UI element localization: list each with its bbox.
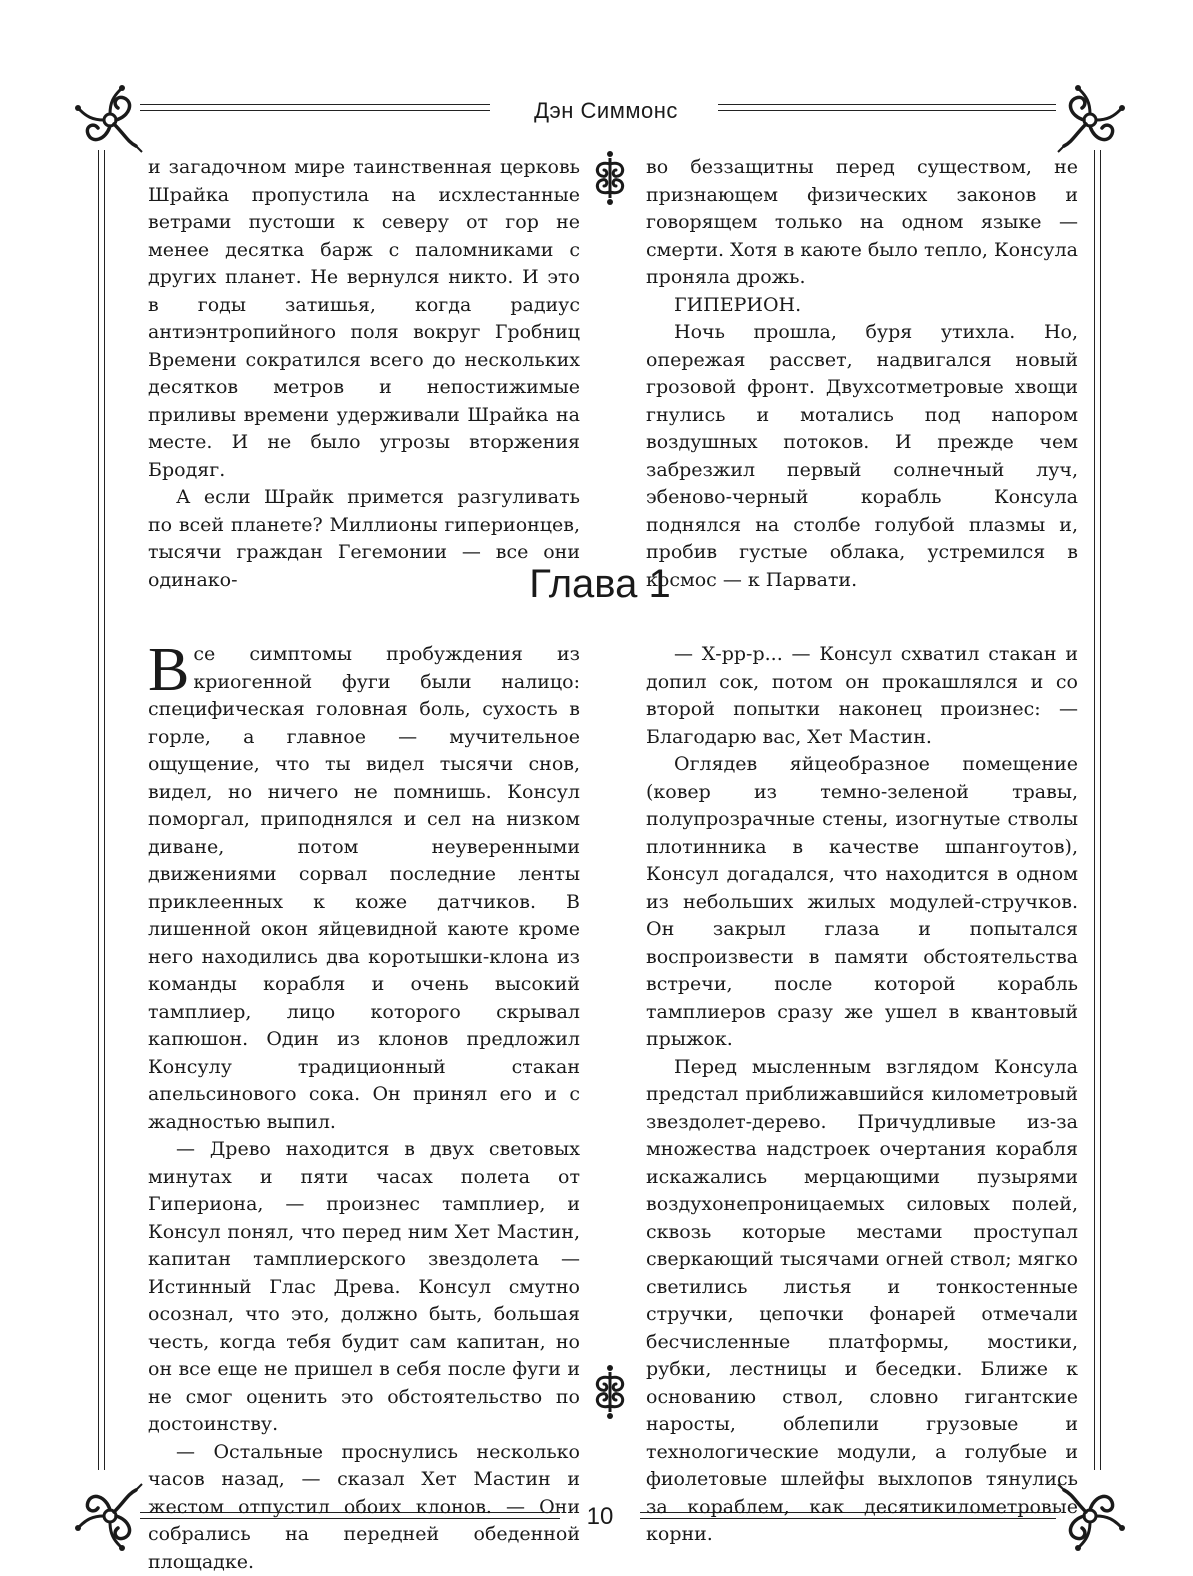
flourish-corner-icon (70, 80, 150, 160)
flourish-corner-icon (70, 1476, 150, 1556)
opening-paragraph (148, 641, 580, 1136)
header-rule-right (718, 104, 1056, 105)
chapter-title: Глава 1 (300, 562, 900, 607)
drop-cap: В (148, 645, 189, 695)
paragraph: и загадочном мире таинственная церковь Шрайка пропустила на исхлестанные ветрами пустоши к северу от гор не менее десятка барж с паломниками с других планет. Не вернулся никто. И это в годы затишья, когда радиус антиэнтропийного поля вокруг Гробниц Времени сократился всего до нескольких десятков метров и непостижимые приливы времени удерживали Шрайка на месте. И не было угрозы вторжения Бродяг. (148, 154, 580, 484)
header-rule-left-inner (140, 110, 490, 111)
paragraph: — Х-рр-р... — Консул схватил стакан и допил сок, потом он прокашлялся и со второй попытки наконец произнес: — Благодарю вас, Хет Мастин. (646, 641, 1078, 751)
paragraph: во беззащитны перед существом, не признающем физических законов и говорящем только на одном языке — смерти. Хотя в каюте было тепло, Консула проняла дрожь. (646, 154, 1078, 292)
paragraph-text: се симптомы пробуждения из криогенной фуги были налицо: специфическая головная боль, сухость в горле, а главное — мучительное ощущение, что ты видел тысячи снов, видел, но ничего не помнишь. Консул поморгал, приподнялся и сел на низком диване, потом неуверенными движениями сорвал последние ленты приклеенных к коже датчиков. В лишенной окон яйцевидной каюте кроме него находились два коротышки-клона из команды корабля и очень высокий тамплиер, лицо которого скрывал капюшон. Один из клонов предложил Консулу традиционный стакан апельсинового сока. Он принял его и с жадностью выпил. (148, 643, 580, 1133)
header-rule-right-inner (718, 110, 1056, 111)
running-title: Дэн Симмонс (500, 98, 712, 124)
flourish-corner-icon (1050, 80, 1130, 160)
chapter-left-column (148, 641, 580, 1576)
frame-rule-left (98, 150, 99, 1470)
fleur-divider-icon (592, 148, 628, 208)
paragraph: А если Шрайк примется разгуливать по всей планете? Миллионы гиперионцев, тысячи граждан Гегемонии — все они одинако- (148, 484, 580, 594)
paragraph: Ночь прошла, буря утихла. Но, опережая рассвет, надвигался новый грозовой фронт. Двухсотметровые хвощи гнулись и мотались под напором воздушных потоков. И прежде чем забрезжил первый солнечный луч, эбеново-черный корабль Консула поднялся на столбе голубой плазмы и, пробив густые облака, устремился в космос — к Парвати. (646, 319, 1078, 594)
chapter-right-column (646, 641, 1078, 1549)
paragraph: Перед мысленным взглядом Консула предстал приближавшийся километровый звездолет-дерево. Причудливые из-за множества надстроек очертания корабля искажались мерцающими пузырями воздухонепроницаемых силовых полей, сквозь которые местами проступал сверкающий тысячами огней ствол; мягко светились листья и тонкостенные стручки, цепочки фонарей отмечали бесчисленные платформы, мостики, рубки, лестницы и беседки. Ближе к основанию ствол, словно гигантские наросты, облепили грузовые и технологические модули, а голубые и фиолетовые шлейфы выхлопов тянулись за кораблем, как десятикилометровые корни. (646, 1054, 1078, 1549)
top-left-column (148, 154, 580, 594)
header-rule-left (140, 104, 490, 105)
top-right-column (646, 154, 1078, 594)
paragraph: Оглядев яйцеобразное помещение (ковер из темно-зеленой травы, полупрозрачные стены, изогнутые стволы плотинника в качестве шпангоутов), Консул догадался, что находится в одном из небольших жилых модулей-стручков. Он закрыл глаза и попытался воспроизвести в памяти обстоятельства встречи, после которой корабль тамплиеров сразу же ушел в квантовый прыжок. (646, 751, 1078, 1054)
page-number: 10 (560, 1503, 640, 1531)
frame-rule-left-inner (104, 150, 105, 1470)
paragraph: — Остальные проснулись несколько часов назад, — сказал Хет Мастин и жестом отпустил обоих клонов. — Они собрались на передней обеденной площадке. (148, 1439, 580, 1576)
fleur-divider-icon (592, 1362, 628, 1422)
section-marker: ГИПЕРИОН. (646, 292, 1078, 320)
frame-rule-right (1094, 150, 1095, 1470)
frame-rule-right-inner (1100, 150, 1101, 1470)
paragraph: — Древо находится в двух световых минутах и пяти часах полета от Гипериона, — произнес тамплиер, и Консул понял, что перед ним Хет Мастин, капитан тамплиерского звездолета — Истинный Глас Древа. Консул смутно осознал, что это, должно быть, большая честь, когда тебя будит сам капитан, но он все еще не пришел в себя после фуги и не смог оценить это обстоятельство по достоинству. (148, 1136, 580, 1439)
